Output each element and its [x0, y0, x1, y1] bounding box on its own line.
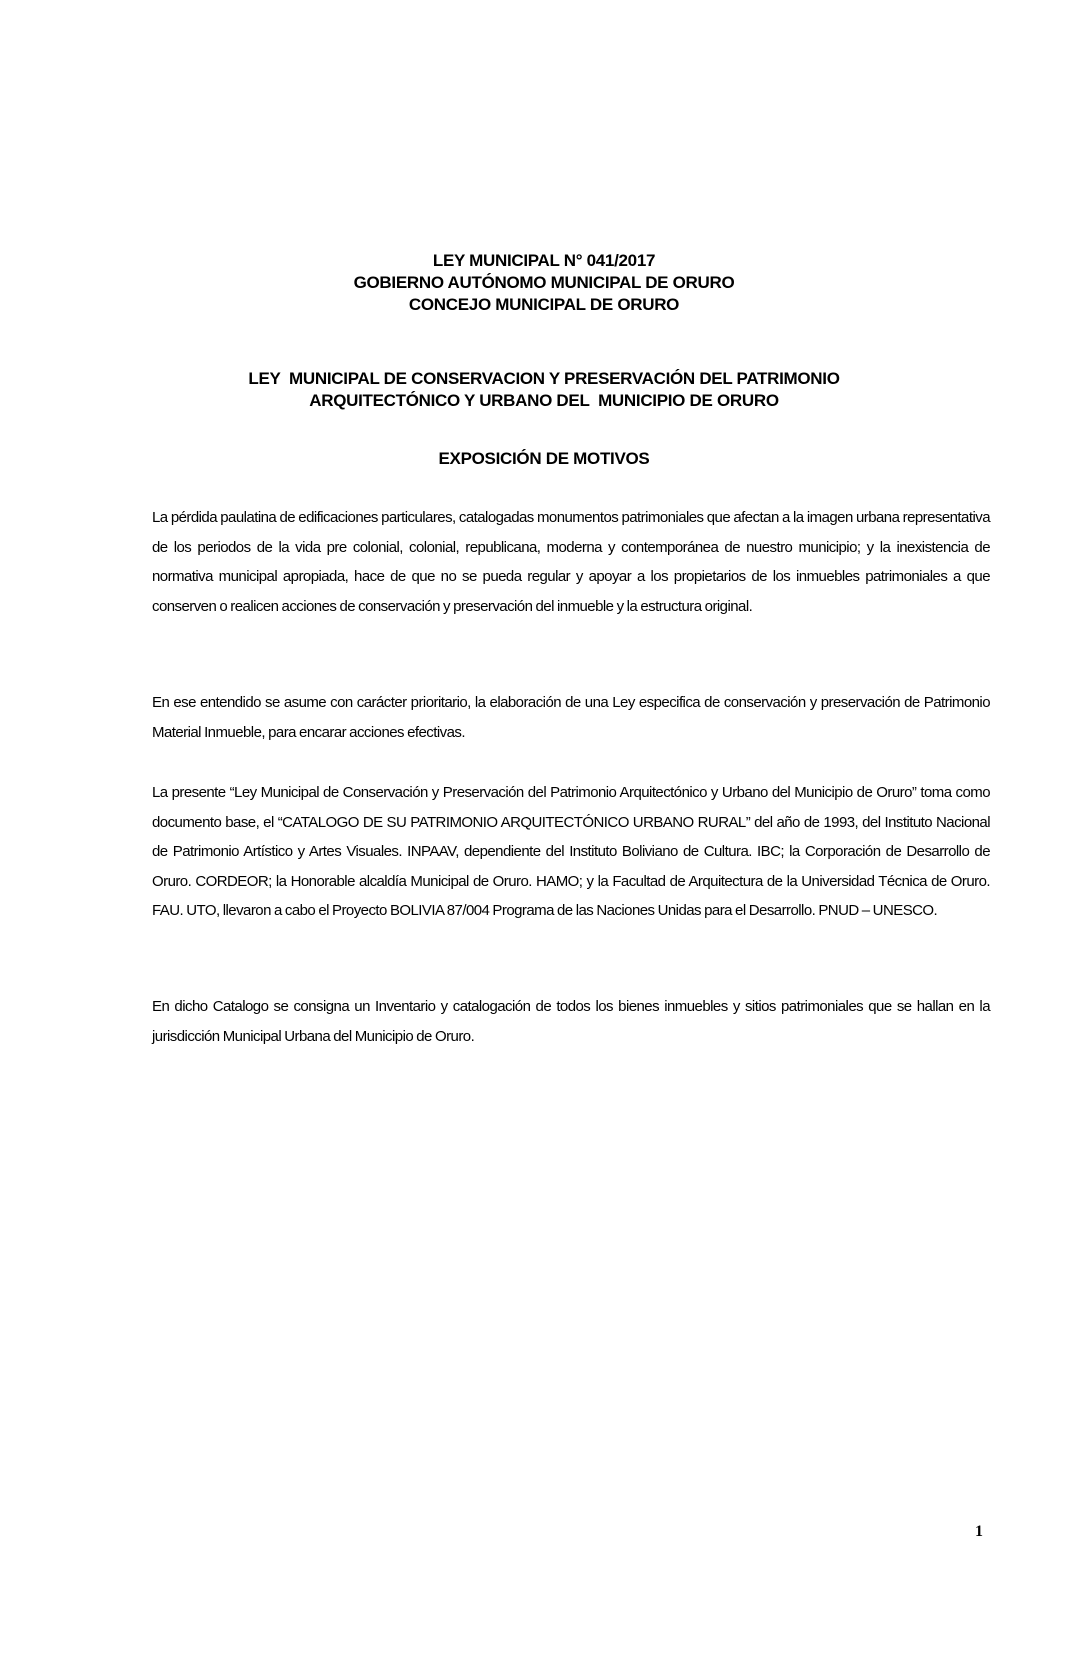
paragraph-4: En dicho Catalogo se consigna un Inventario y catalogación de todos los bienes inmuebles y sitios patrimoniales que se hallan en la jurisdicción Municipal Urbana del Municipio de Oruro.	[152, 998, 990, 1045]
law-title-line-2: ARQUITECTÓNICO Y URBANO DEL MUNICIPIO DE ORURO	[309, 391, 779, 410]
law-header	[0, 250, 1088, 316]
law-title-line-1: LEY MUNICIPAL DE CONSERVACION Y PRESERVACIÓN DEL PATRIMONIO	[248, 369, 840, 388]
law-number: LEY MUNICIPAL N° 041/2017	[432, 251, 656, 270]
council-name: CONCEJO MUNICIPAL DE ORURO	[408, 295, 680, 314]
section-heading: EXPOSICIÓN DE MOTIVOS	[438, 449, 650, 468]
government-name: GOBIERNO AUTÓNOMO MUNICIPAL DE ORURO	[353, 273, 735, 292]
page-number: 1	[975, 1523, 983, 1540]
paragraph-3: La presente “Ley Municipal de Conservación y Preservación del Patrimonio Arquitectónico y Urbano del Municipio de Oruro” toma como documento base, el “CATALOGO DE SU PATRIMONIO ARQUITECTÓNICO URBANO RURAL” del año de 1993, del Instituto Nacional de Patrimonio Artístico y Artes Visuales. INPAAV, dependiente del Instituto Boliviano de Cultura. IBC; la Corporación de Desarrollo de Oruro. CORDEOR; la Honorable alcaldía Municipal de Oruro. HAMO; y la Facultad de Arquitectura de la Universidad Técnica de Oruro. FAU. UTO, llevaron a cabo el Proyecto BOLIVIA 87/004 Programa de las Naciones Unidas para el Desarrollo. PNUD – UNESCO.	[152, 784, 990, 920]
law-title	[0, 368, 1088, 412]
paragraph-1: La pérdida paulatina de edificaciones particulares, catalogadas monumentos patrimoniales que afectan a la imagen urbana representativa de los periodos de la vida pre colonial, colonial, republicana, moderna y contemporánea de nuestro municipio; y la inexistencia de normativa municipal apropiada, hace de que no se pueda regular y apoyar a los propietarios de los inmuebles patrimoniales a que conserven o realicen acciones de conservación y preservación del inmueble y la estructura original.	[152, 509, 990, 615]
paragraph-2: En ese entendido se asume con carácter prioritario, la elaboración de una Ley especifica de conservación y preservación de Patrimonio Material Inmueble, para encarar acciones efectivas.	[152, 694, 990, 741]
